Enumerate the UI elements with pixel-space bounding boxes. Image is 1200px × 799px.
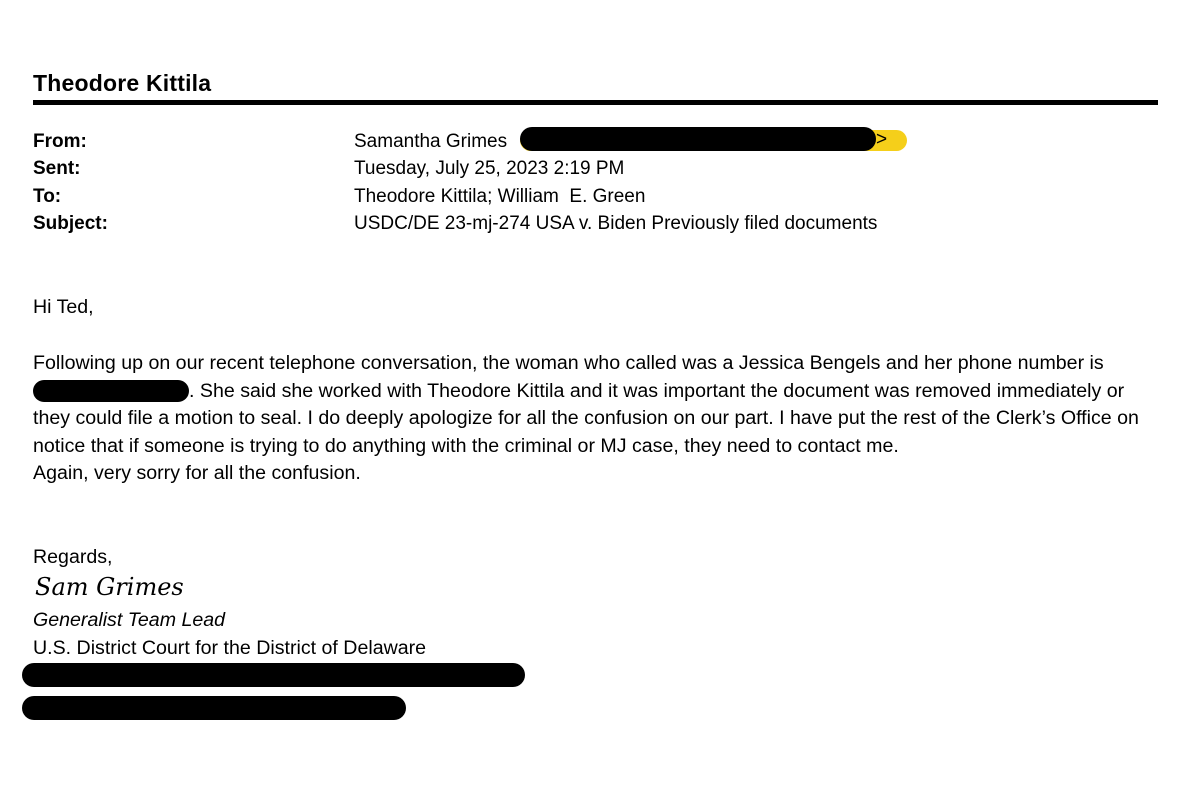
to-label: To: xyxy=(33,186,62,207)
redacted-address-line-2 xyxy=(22,696,406,720)
document-owner-name: Theodore Kittila xyxy=(33,70,212,96)
to-value: Theodore Kittila; William E. Green xyxy=(354,186,646,207)
email-close-bracket: > xyxy=(876,129,888,150)
subject-label: Subject: xyxy=(33,213,108,234)
subject-value: USDC/DE 23-mj-274 USA v. Biden Previously filed documents xyxy=(354,213,878,234)
para1-is: is xyxy=(1089,352,1104,374)
from-label: From: xyxy=(33,131,87,152)
header-rule xyxy=(33,100,1158,105)
from-value xyxy=(354,131,507,153)
para1-rest: . She said she worked with Theodore Kittila and it was important the document was removed immediately or they could file a motion to seal. I do deeply apologize for all the confusion on our part. I have put the rest of the Clerk’s Office on notice that if someone is trying to do anything with the criminal or MJ case, they need to contact me. xyxy=(33,379,1139,457)
redacted-phone-number xyxy=(33,380,189,402)
redacted-email-address xyxy=(520,127,876,151)
sent-label: Sent: xyxy=(33,158,81,179)
redacted-address-line-1 xyxy=(22,663,525,687)
closing: Regards, xyxy=(33,546,113,568)
sender-name: Samantha Grimes xyxy=(354,131,508,152)
greeting: Hi Ted, xyxy=(33,296,94,318)
body-paragraph-2: Again, very sorry for all the confusion. xyxy=(33,462,361,484)
email-body xyxy=(33,350,1153,488)
sent-value: Tuesday, July 25, 2023 2:19 PM xyxy=(354,158,625,179)
signature-name: Sam Grimes xyxy=(35,573,184,601)
para1-start: Following up on our recent telephone conversation, the woman who called was a Jessica Bengels and her phone number xyxy=(33,352,1085,374)
body-paragraph-1 xyxy=(33,350,1153,460)
signature-title: Generalist Team Lead xyxy=(33,609,226,631)
signature-org: U.S. District Court for the District of Delaware xyxy=(33,637,427,659)
